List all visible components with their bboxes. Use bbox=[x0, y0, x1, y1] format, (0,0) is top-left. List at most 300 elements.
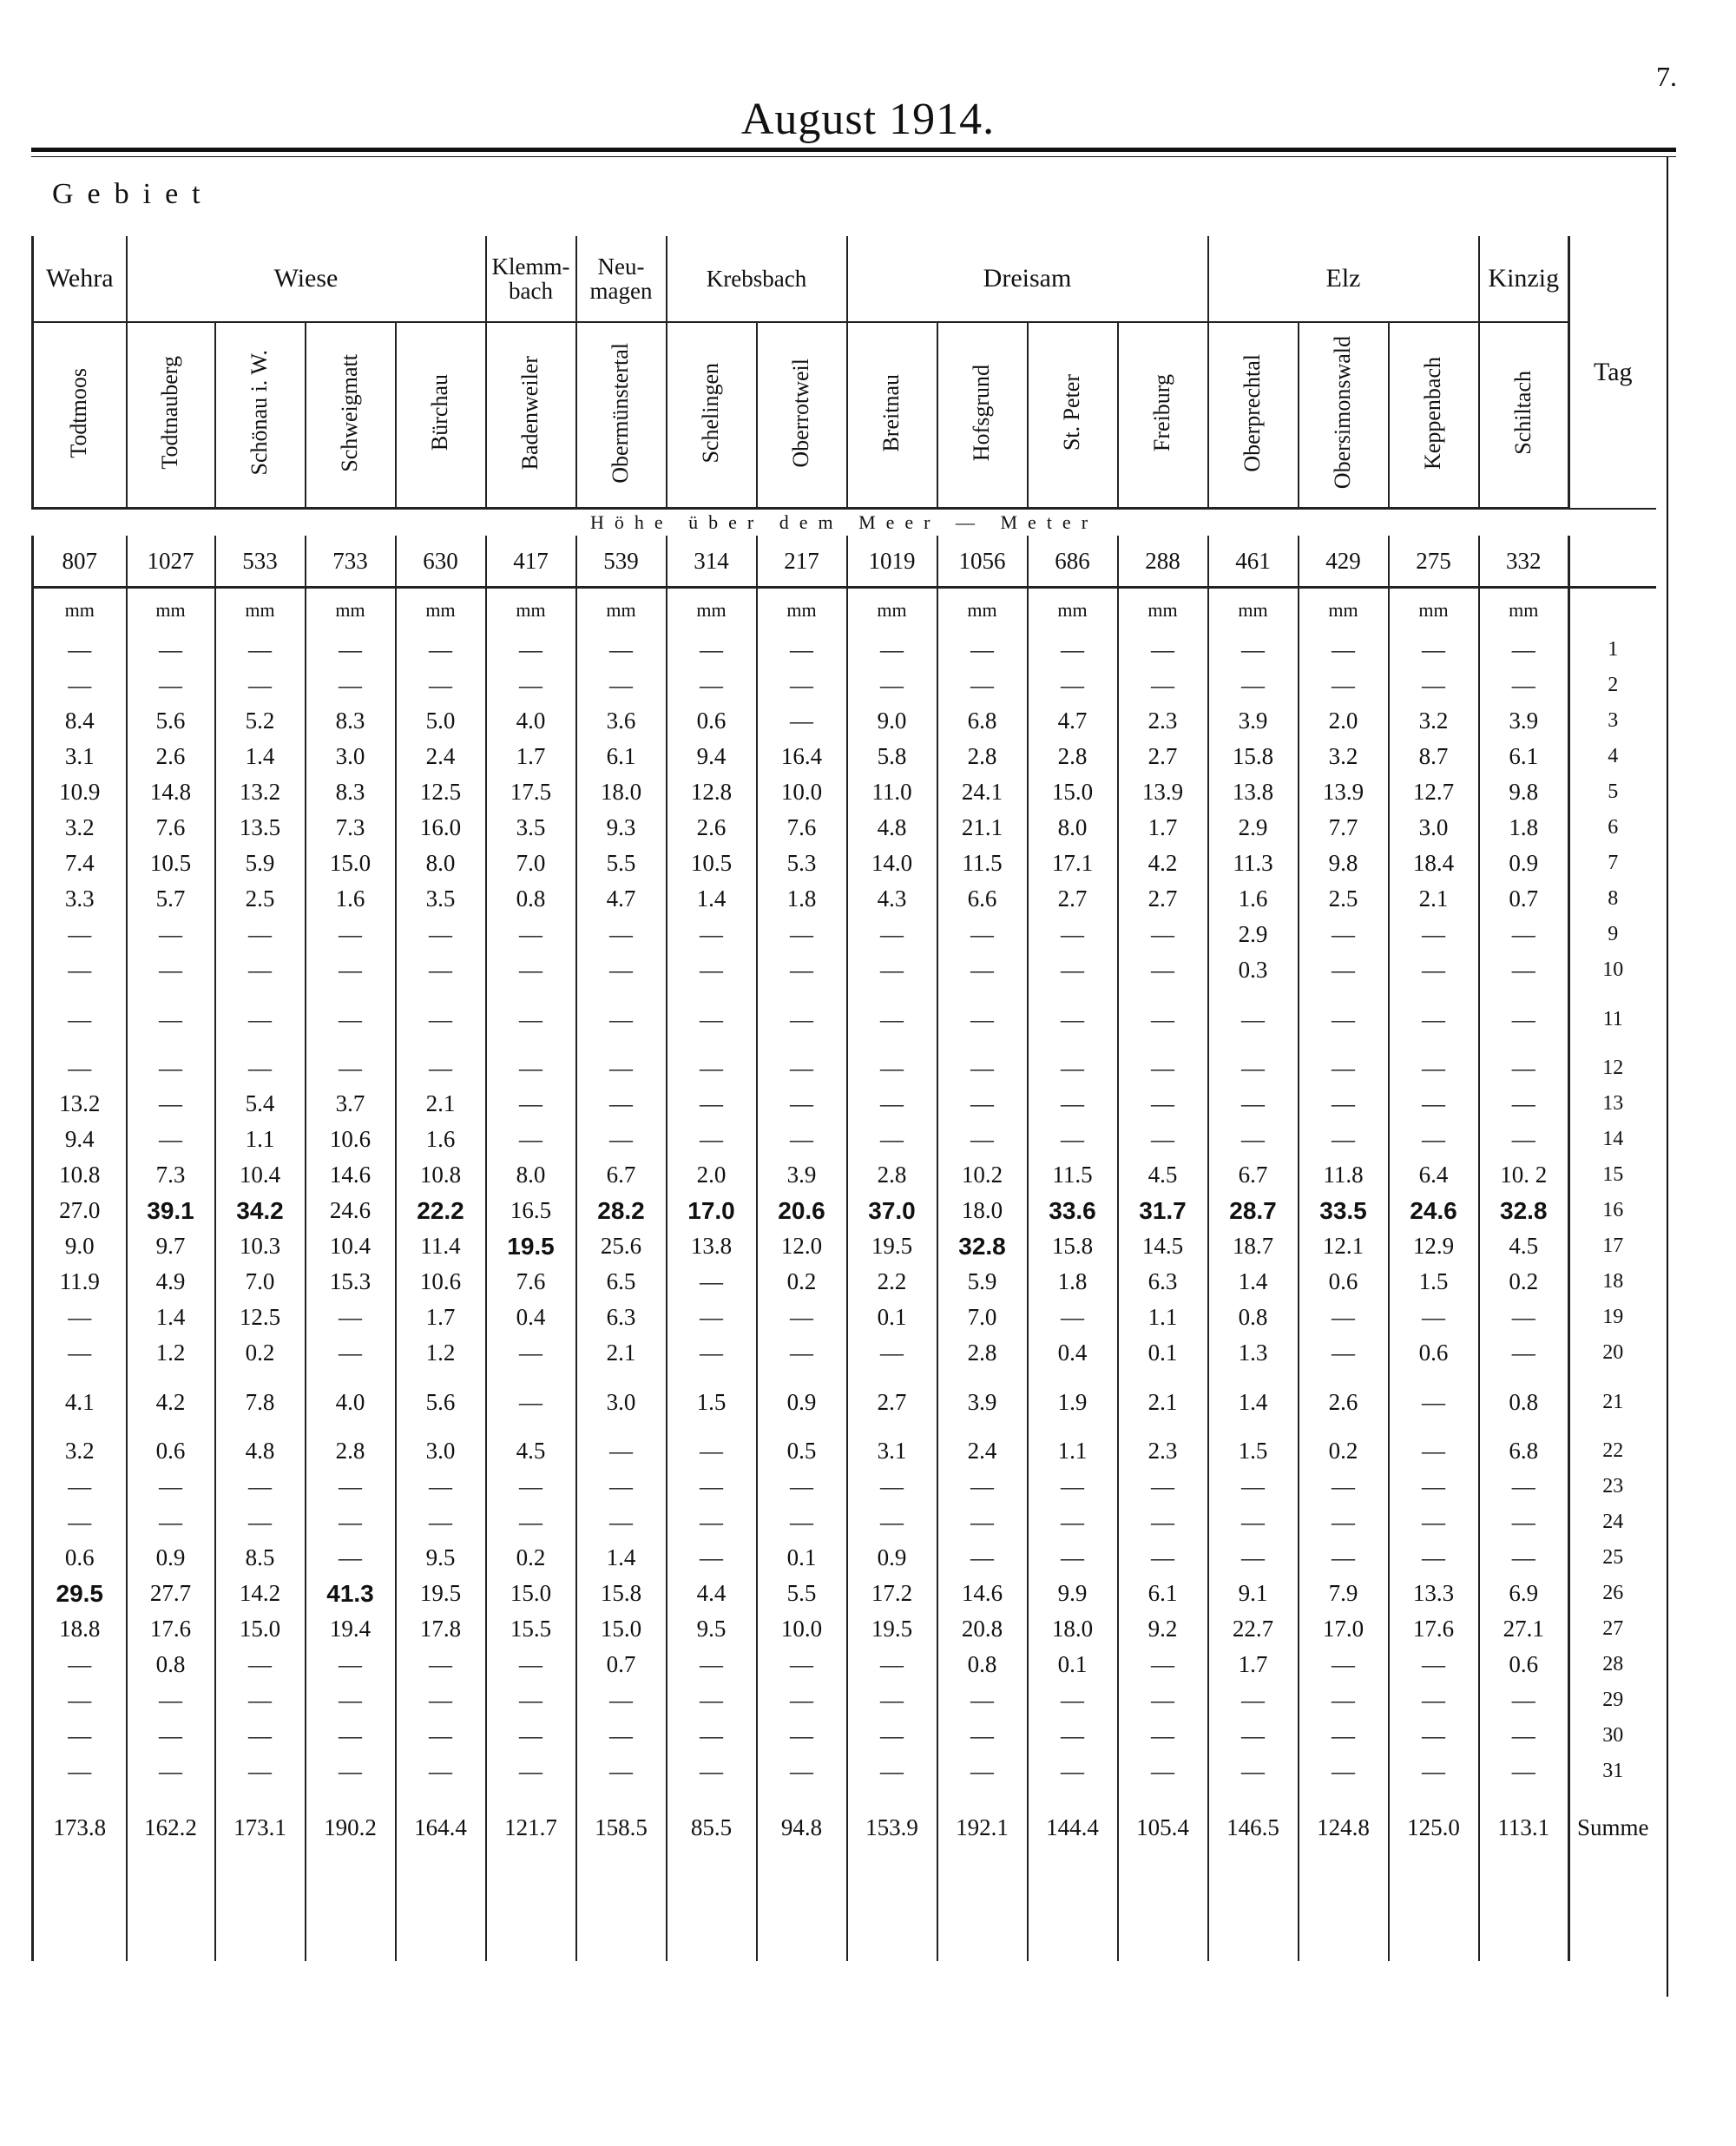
day-number: 5 bbox=[1569, 774, 1656, 810]
table-cell: 32.8 bbox=[937, 1228, 1028, 1264]
table-cell: — bbox=[847, 1050, 937, 1086]
table-cell: — bbox=[33, 917, 127, 952]
table-cell: — bbox=[667, 1504, 757, 1540]
table-cell: — bbox=[1028, 952, 1118, 988]
table-cell: 0.2 bbox=[1299, 1433, 1389, 1469]
station-11 bbox=[937, 322, 1028, 509]
table-cell: — bbox=[1389, 1122, 1479, 1157]
table-cell: — bbox=[757, 1682, 847, 1718]
table-cell: 6.4 bbox=[1389, 1157, 1479, 1193]
day-number: 4 bbox=[1569, 739, 1656, 774]
table-cell: — bbox=[1118, 1647, 1208, 1682]
table-cell: 0.9 bbox=[127, 1540, 215, 1576]
elevation-value: 461 bbox=[1208, 536, 1299, 588]
table-row bbox=[33, 1469, 1656, 1504]
elevation-value: 733 bbox=[306, 536, 396, 588]
table-cell: — bbox=[1208, 1754, 1299, 1789]
table-cell: 4.4 bbox=[667, 1576, 757, 1611]
table-cell: 10.2 bbox=[937, 1157, 1028, 1193]
table-cell: 5.8 bbox=[847, 739, 937, 774]
table-cell: — bbox=[306, 668, 396, 703]
table-cell: — bbox=[1479, 632, 1569, 668]
unit-label: mm bbox=[486, 588, 576, 633]
table-cell: 10.5 bbox=[127, 846, 215, 881]
table-cell: 1.6 bbox=[306, 881, 396, 917]
table-cell: — bbox=[127, 1086, 215, 1122]
station-15 bbox=[1299, 322, 1389, 509]
table-cell: 1.2 bbox=[396, 1335, 486, 1371]
table-cell: 19.5 bbox=[396, 1576, 486, 1611]
table-cell: — bbox=[757, 1504, 847, 1540]
table-cell: 28.7 bbox=[1208, 1193, 1299, 1228]
table-cell: — bbox=[1389, 952, 1479, 988]
table-cell: 0.5 bbox=[757, 1433, 847, 1469]
table-cell: — bbox=[847, 668, 937, 703]
table-cell: 4.0 bbox=[486, 703, 576, 739]
table-cell: 9.1 bbox=[1208, 1576, 1299, 1611]
table-cell: — bbox=[1028, 1540, 1118, 1576]
table-cell: 6.3 bbox=[576, 1300, 667, 1335]
day-number: 24 bbox=[1569, 1504, 1656, 1540]
sum-value: 173.1 bbox=[215, 1789, 306, 1866]
table-cell: — bbox=[1299, 1122, 1389, 1157]
table-cell: 3.2 bbox=[1389, 703, 1479, 739]
day-number: 19 bbox=[1569, 1300, 1656, 1335]
table-cell: 9.7 bbox=[127, 1228, 215, 1264]
table-cell: 21.1 bbox=[937, 810, 1028, 846]
table-cell: — bbox=[1479, 1754, 1569, 1789]
table-cell: 10.6 bbox=[396, 1264, 486, 1300]
tail-cell bbox=[757, 1866, 847, 1961]
table-cell: 9.4 bbox=[667, 739, 757, 774]
table-cell: — bbox=[576, 1504, 667, 1540]
unit-label: mm bbox=[306, 588, 396, 633]
table-cell: 5.6 bbox=[396, 1371, 486, 1433]
table-cell: — bbox=[215, 1718, 306, 1754]
table-row bbox=[33, 1647, 1656, 1682]
elevation-value: 417 bbox=[486, 536, 576, 588]
table-cell: 16.5 bbox=[486, 1193, 576, 1228]
table-cell: — bbox=[33, 1469, 127, 1504]
table-cell: 1.4 bbox=[1208, 1371, 1299, 1433]
table-cell: — bbox=[757, 1718, 847, 1754]
table-row bbox=[33, 846, 1656, 881]
table-cell: 37.0 bbox=[847, 1193, 937, 1228]
table-cell: — bbox=[937, 1682, 1028, 1718]
table-cell: 15.0 bbox=[576, 1611, 667, 1647]
table-cell: — bbox=[937, 632, 1028, 668]
table-cell: 0.1 bbox=[757, 1540, 847, 1576]
page-number: 7. bbox=[1656, 61, 1677, 92]
table-row bbox=[33, 703, 1656, 739]
day-number: 12 bbox=[1569, 1050, 1656, 1086]
table-cell: 1.7 bbox=[1208, 1647, 1299, 1682]
table-cell: 2.8 bbox=[306, 1433, 396, 1469]
table-cell: 3.3 bbox=[33, 881, 127, 917]
unit-label: mm bbox=[1208, 588, 1299, 633]
table-cell: — bbox=[847, 1647, 937, 1682]
table-cell: 3.9 bbox=[1208, 703, 1299, 739]
table-cell: 7.7 bbox=[1299, 810, 1389, 846]
table-cell: 6.8 bbox=[937, 703, 1028, 739]
table-cell: 5.3 bbox=[757, 846, 847, 881]
table-cell: 2.7 bbox=[847, 1371, 937, 1433]
table-cell: — bbox=[1208, 668, 1299, 703]
table-row bbox=[33, 1335, 1656, 1371]
table-cell: 27.0 bbox=[33, 1193, 127, 1228]
table-cell: 7.6 bbox=[486, 1264, 576, 1300]
table-cell: 2.7 bbox=[1118, 739, 1208, 774]
table-cell: 24.6 bbox=[1389, 1193, 1479, 1228]
table-cell: — bbox=[1208, 1469, 1299, 1504]
table-cell: 0.8 bbox=[1208, 1300, 1299, 1335]
station-2 bbox=[127, 322, 215, 509]
table-cell: 7.8 bbox=[215, 1371, 306, 1433]
table-cell: 3.0 bbox=[306, 739, 396, 774]
table-cell: — bbox=[215, 668, 306, 703]
table-cell: — bbox=[215, 1754, 306, 1789]
table-cell: — bbox=[1299, 1647, 1389, 1682]
table-cell: 7.6 bbox=[127, 810, 215, 846]
day-number: 18 bbox=[1569, 1264, 1656, 1300]
table-cell: — bbox=[847, 917, 937, 952]
table-cell: 19.5 bbox=[486, 1228, 576, 1264]
table-cell: — bbox=[1299, 1754, 1389, 1789]
station-5 bbox=[396, 322, 486, 509]
table-cell: — bbox=[667, 1647, 757, 1682]
table-cell: — bbox=[1299, 1469, 1389, 1504]
table-cell: 1.6 bbox=[396, 1122, 486, 1157]
table-cell: — bbox=[757, 917, 847, 952]
table-cell: 0.8 bbox=[127, 1647, 215, 1682]
table-cell: — bbox=[1118, 1718, 1208, 1754]
table-cell: — bbox=[576, 1433, 667, 1469]
table-cell: 6.7 bbox=[1208, 1157, 1299, 1193]
river-elz: Elz bbox=[1208, 236, 1479, 322]
table-cell: — bbox=[1208, 988, 1299, 1050]
table-cell: 4.8 bbox=[847, 810, 937, 846]
table-cell: 6.3 bbox=[1118, 1264, 1208, 1300]
table-cell: — bbox=[667, 1682, 757, 1718]
sum-value: 153.9 bbox=[847, 1789, 937, 1866]
tail-cell bbox=[667, 1866, 757, 1961]
table-cell: — bbox=[1389, 1086, 1479, 1122]
table-row bbox=[33, 632, 1656, 668]
table-cell: 0.1 bbox=[1118, 1335, 1208, 1371]
table-cell: 0.1 bbox=[847, 1300, 937, 1335]
sum-value: 146.5 bbox=[1208, 1789, 1299, 1866]
sum-value: 164.4 bbox=[396, 1789, 486, 1866]
table-cell: — bbox=[847, 1504, 937, 1540]
table-cell: 18.0 bbox=[1028, 1611, 1118, 1647]
table-cell: — bbox=[127, 668, 215, 703]
table-cell: — bbox=[127, 1504, 215, 1540]
table-cell: — bbox=[1299, 668, 1389, 703]
table-cell: — bbox=[127, 988, 215, 1050]
table-cell: — bbox=[306, 1718, 396, 1754]
table-cell: 41.3 bbox=[306, 1576, 396, 1611]
table-row bbox=[33, 1682, 1656, 1718]
table-cell: — bbox=[215, 1050, 306, 1086]
table-cell: 0.8 bbox=[1479, 1371, 1569, 1433]
table-cell: 27.1 bbox=[1479, 1611, 1569, 1647]
table-cell: — bbox=[576, 988, 667, 1050]
tail-cell bbox=[33, 1866, 127, 1961]
table-cell: — bbox=[667, 1264, 757, 1300]
table-cell: — bbox=[757, 1086, 847, 1122]
table-cell: 1.9 bbox=[1028, 1371, 1118, 1433]
table-cell: 17.1 bbox=[1028, 846, 1118, 881]
table-cell: — bbox=[757, 952, 847, 988]
sum-value: 144.4 bbox=[1028, 1789, 1118, 1866]
elevation-label: Höhe über dem Meer — Meter bbox=[589, 511, 1099, 533]
table-cell: — bbox=[33, 1504, 127, 1540]
table-cell: 2.6 bbox=[667, 810, 757, 846]
table-cell: — bbox=[576, 1122, 667, 1157]
table-cell: — bbox=[396, 1504, 486, 1540]
station-label: Obermünstertal bbox=[608, 342, 634, 484]
table-cell: — bbox=[33, 1718, 127, 1754]
table-cell: — bbox=[1208, 1086, 1299, 1122]
unit-label: mm bbox=[1299, 588, 1389, 633]
table-cell: — bbox=[847, 1086, 937, 1122]
day-number: 6 bbox=[1569, 810, 1656, 846]
table-cell: 0.9 bbox=[757, 1371, 847, 1433]
table-cell: — bbox=[1479, 988, 1569, 1050]
table-cell: — bbox=[847, 1122, 937, 1157]
page-title: August 1914. bbox=[740, 95, 996, 144]
table-cell: 6.6 bbox=[937, 881, 1028, 917]
table-cell: — bbox=[33, 952, 127, 988]
table-cell: 3.0 bbox=[1389, 810, 1479, 846]
table-cell: 15.3 bbox=[306, 1264, 396, 1300]
table-cell: — bbox=[215, 917, 306, 952]
table-cell: — bbox=[486, 1122, 576, 1157]
station-label: Keppenbach bbox=[1420, 356, 1446, 470]
table-cell: 6.5 bbox=[576, 1264, 667, 1300]
table-cell: 10.4 bbox=[215, 1157, 306, 1193]
table-cell: — bbox=[396, 1718, 486, 1754]
table-cell: 3.0 bbox=[396, 1433, 486, 1469]
day-number: 1 bbox=[1569, 632, 1656, 668]
station-8 bbox=[667, 322, 757, 509]
table-cell: — bbox=[757, 1122, 847, 1157]
table-cell: 1.4 bbox=[667, 881, 757, 917]
table-cell: — bbox=[576, 1754, 667, 1789]
table-cell: 1.2 bbox=[127, 1335, 215, 1371]
sum-value: 113.1 bbox=[1479, 1789, 1569, 1866]
sum-value: 85.5 bbox=[667, 1789, 757, 1866]
table-cell: — bbox=[937, 1754, 1028, 1789]
table-cell: — bbox=[1208, 632, 1299, 668]
sum-value: 125.0 bbox=[1389, 1789, 1479, 1866]
table-cell: 10.6 bbox=[306, 1122, 396, 1157]
table-cell: — bbox=[576, 1682, 667, 1718]
table-cell: — bbox=[1028, 1469, 1118, 1504]
table-cell: 2.3 bbox=[1118, 1433, 1208, 1469]
table-cell: — bbox=[937, 1086, 1028, 1122]
table-cell: — bbox=[847, 1754, 937, 1789]
table-cell: — bbox=[1028, 1718, 1118, 1754]
table-cell: — bbox=[847, 1335, 937, 1371]
table-cell: — bbox=[127, 1122, 215, 1157]
table-cell: 15.0 bbox=[486, 1576, 576, 1611]
tail-cell bbox=[1389, 1866, 1479, 1961]
table-cell: 3.2 bbox=[33, 1433, 127, 1469]
table-cell: — bbox=[486, 1086, 576, 1122]
station-label: Schelingen bbox=[698, 362, 724, 464]
table-cell: — bbox=[1118, 1504, 1208, 1540]
sum-label: Summe bbox=[1569, 1789, 1656, 1866]
table-cell: 0.4 bbox=[1028, 1335, 1118, 1371]
table-cell: — bbox=[33, 1647, 127, 1682]
table-cell: 29.5 bbox=[33, 1576, 127, 1611]
table-cell: 3.1 bbox=[33, 739, 127, 774]
day-number: 8 bbox=[1569, 881, 1656, 917]
table-cell: — bbox=[667, 1050, 757, 1086]
elevation-value: 533 bbox=[215, 536, 306, 588]
table-cell: — bbox=[1118, 1050, 1208, 1086]
table-cell: — bbox=[1299, 952, 1389, 988]
table-cell: 22.7 bbox=[1208, 1611, 1299, 1647]
table-cell: — bbox=[396, 988, 486, 1050]
table-cell: 16.0 bbox=[396, 810, 486, 846]
table-cell: — bbox=[847, 988, 937, 1050]
table-cell: 1.1 bbox=[215, 1122, 306, 1157]
table-cell: 4.0 bbox=[306, 1371, 396, 1433]
table-cell: — bbox=[396, 668, 486, 703]
table-cell: 0.9 bbox=[847, 1540, 937, 1576]
table-cell: 6.9 bbox=[1479, 1576, 1569, 1611]
table-cell: 1.7 bbox=[396, 1300, 486, 1335]
station-label: Schweigmatt bbox=[337, 353, 363, 472]
table-cell: 19.5 bbox=[847, 1611, 937, 1647]
table-row bbox=[33, 668, 1656, 703]
table-cell: — bbox=[127, 632, 215, 668]
table-cell: — bbox=[306, 1504, 396, 1540]
top-rule bbox=[31, 148, 1676, 152]
table-cell: 8.0 bbox=[396, 846, 486, 881]
table-cell: 2.2 bbox=[847, 1264, 937, 1300]
table-cell: 16.4 bbox=[757, 739, 847, 774]
tail-cell bbox=[306, 1866, 396, 1961]
table-cell: — bbox=[1479, 1050, 1569, 1086]
table-cell: 7.6 bbox=[757, 810, 847, 846]
table-cell: — bbox=[1028, 1300, 1118, 1335]
table-cell: — bbox=[396, 1647, 486, 1682]
table-cell: 4.2 bbox=[1118, 846, 1208, 881]
table-cell: 6.1 bbox=[1479, 739, 1569, 774]
table-cell: 3.9 bbox=[937, 1371, 1028, 1433]
table-row bbox=[33, 1504, 1656, 1540]
table-cell: — bbox=[486, 917, 576, 952]
table-cell: 14.6 bbox=[306, 1157, 396, 1193]
table-cell: — bbox=[667, 1335, 757, 1371]
table-row bbox=[33, 1157, 1656, 1193]
table-cell: — bbox=[306, 1647, 396, 1682]
table-cell: — bbox=[1118, 988, 1208, 1050]
table-cell: — bbox=[1389, 668, 1479, 703]
table-cell: — bbox=[937, 1122, 1028, 1157]
table-cell: — bbox=[937, 668, 1028, 703]
table-cell: 0.6 bbox=[1389, 1335, 1479, 1371]
table-cell: — bbox=[306, 952, 396, 988]
table-cell: — bbox=[1028, 1754, 1118, 1789]
table-cell: 12.5 bbox=[215, 1300, 306, 1335]
table-cell: — bbox=[1479, 1122, 1569, 1157]
unit-label: mm bbox=[127, 588, 215, 633]
table-cell: 2.9 bbox=[1208, 917, 1299, 952]
day-number: 3 bbox=[1569, 703, 1656, 739]
table-cell: 0.7 bbox=[576, 1647, 667, 1682]
table-row bbox=[33, 917, 1656, 952]
table-cell: 17.2 bbox=[847, 1576, 937, 1611]
table-cell: — bbox=[396, 1469, 486, 1504]
table-cell: 6.1 bbox=[1118, 1576, 1208, 1611]
tail-cell bbox=[1479, 1866, 1569, 1961]
station-17 bbox=[1479, 322, 1569, 509]
table-cell: 9.5 bbox=[667, 1611, 757, 1647]
unit-label: mm bbox=[847, 588, 937, 633]
table-cell: 10.0 bbox=[757, 1611, 847, 1647]
table-cell: — bbox=[847, 1682, 937, 1718]
table-cell: — bbox=[937, 1540, 1028, 1576]
table-cell: 17.5 bbox=[486, 774, 576, 810]
sum-value: 173.8 bbox=[33, 1789, 127, 1866]
table-cell: — bbox=[1028, 917, 1118, 952]
table-cell: 0.8 bbox=[486, 881, 576, 917]
table-cell: 5.6 bbox=[127, 703, 215, 739]
table-row bbox=[33, 810, 1656, 846]
table-cell: — bbox=[1299, 917, 1389, 952]
gebiet-label: Gebiet bbox=[52, 178, 214, 210]
table-cell: 39.1 bbox=[127, 1193, 215, 1228]
elevation-value: 1027 bbox=[127, 536, 215, 588]
table-cell: 5.5 bbox=[757, 1576, 847, 1611]
table-cell: 9.3 bbox=[576, 810, 667, 846]
table-cell: 10.8 bbox=[33, 1157, 127, 1193]
table-cell: — bbox=[1299, 1504, 1389, 1540]
table-cell: 8.7 bbox=[1389, 739, 1479, 774]
table-cell: — bbox=[1299, 632, 1389, 668]
table-cell: — bbox=[215, 1647, 306, 1682]
unit-label: mm bbox=[215, 588, 306, 633]
table-cell: 2.5 bbox=[215, 881, 306, 917]
table-cell: 14.8 bbox=[127, 774, 215, 810]
station-label: Obersimonswald bbox=[1330, 336, 1356, 490]
table-cell: — bbox=[1479, 1300, 1569, 1335]
table-cell: 17.8 bbox=[396, 1611, 486, 1647]
table-cell: — bbox=[1479, 1540, 1569, 1576]
table-cell: 22.2 bbox=[396, 1193, 486, 1228]
day-number: 16 bbox=[1569, 1193, 1656, 1228]
unit-label: mm bbox=[396, 588, 486, 633]
day-number: 11 bbox=[1569, 988, 1656, 1050]
table-cell: 2.8 bbox=[1028, 739, 1118, 774]
table-cell: 11.0 bbox=[847, 774, 937, 810]
table-cell: — bbox=[1028, 1122, 1118, 1157]
table-cell: — bbox=[127, 917, 215, 952]
table-cell: 2.3 bbox=[1118, 703, 1208, 739]
table-cell: — bbox=[396, 917, 486, 952]
station-label: Badenweiler bbox=[517, 355, 543, 471]
sum-value: 121.7 bbox=[486, 1789, 576, 1866]
table-row bbox=[33, 774, 1656, 810]
table-cell: — bbox=[757, 1754, 847, 1789]
table-cell: — bbox=[667, 1086, 757, 1122]
day-number: 23 bbox=[1569, 1469, 1656, 1504]
table-cell: — bbox=[1479, 1469, 1569, 1504]
